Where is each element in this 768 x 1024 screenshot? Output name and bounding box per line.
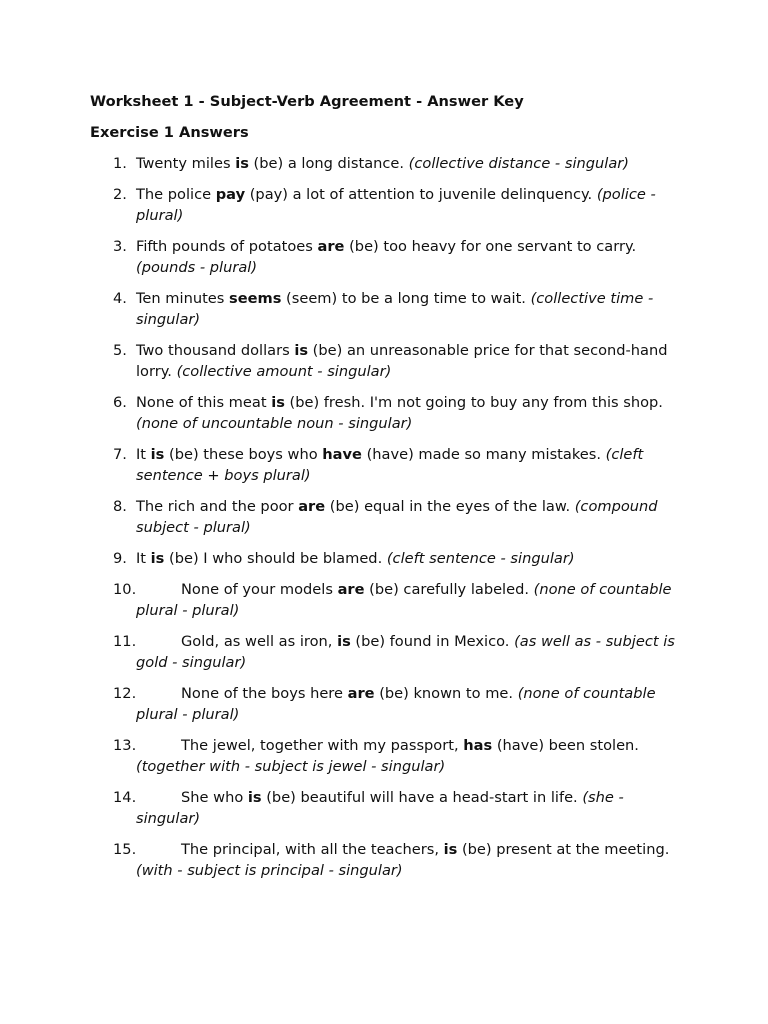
sentence-text: (be) known to me.: [374, 685, 518, 702]
explanation-note: (none of uncountable noun - singular): [136, 415, 413, 432]
sentence-text: (be) I who should be blamed.: [164, 550, 387, 567]
explanation-note: (police - plural): [136, 186, 656, 224]
answer-verb: are: [317, 238, 345, 255]
answer-item: [90, 236, 676, 278]
sentence-text: None of your models: [181, 581, 338, 598]
item-number: 15.: [113, 841, 137, 858]
page-title: Worksheet 1 - Subject-Verb Agreement - Answer Key: [90, 93, 524, 110]
sentence-text: (be) beautiful will have a head-start in life.: [261, 789, 583, 806]
answer-item: [90, 496, 676, 538]
answer-item: [90, 184, 676, 226]
answer-verb: seems: [229, 290, 282, 307]
sentence-text: (be) these boys who: [164, 446, 323, 463]
answer-item: [90, 153, 676, 174]
answer-item: [90, 787, 676, 829]
item-number: 11.: [113, 633, 137, 650]
answer-item: [90, 548, 676, 569]
answer-verb: is: [247, 789, 262, 806]
explanation-note: (none of countable plural - plural): [136, 685, 656, 723]
sentence-text: The police: [136, 186, 216, 203]
sentence-text: None of the boys here: [181, 685, 348, 702]
answer-item: [90, 839, 676, 881]
answer-verb: is: [150, 550, 165, 567]
sentence-text: Twenty miles: [136, 155, 236, 172]
explanation-note: (with - subject is principal - singular): [136, 862, 403, 879]
explanation-note: (collective distance - singular): [408, 155, 629, 172]
explanation-note: (compound subject - plural): [136, 498, 658, 536]
item-number: 3.: [113, 238, 127, 255]
item-number: 13.: [113, 737, 137, 754]
item-number: 14.: [113, 789, 137, 806]
item-number: 10.: [113, 581, 137, 598]
sentence-text: She who: [181, 789, 248, 806]
explanation-note: (as well as - subject is gold - singular): [136, 633, 675, 671]
sentence-text: (be) carefully labeled.: [364, 581, 534, 598]
sentence-text: The principal, with all the teachers,: [181, 841, 444, 858]
sentence-text: It: [136, 550, 151, 567]
sentence-text: (be) found in Mexico.: [350, 633, 515, 650]
explanation-note: (cleft sentence + boys plural): [136, 446, 644, 484]
item-number: 5.: [113, 342, 127, 359]
answer-verb: is: [337, 633, 351, 650]
explanation-note: (pounds - plural): [136, 259, 258, 276]
explanation-note: (she - singular): [136, 789, 624, 827]
answer-verb: is: [150, 446, 165, 463]
sentence-text: Ten minutes: [136, 290, 230, 307]
item-number: 2.: [113, 186, 127, 203]
answer-verb: is: [235, 155, 249, 172]
sentence-text: It: [136, 446, 151, 463]
sentence-text: (pay) a lot of attention to juvenile delinquency.: [245, 186, 597, 203]
answer-item: [90, 444, 676, 486]
answer-verb: are: [347, 685, 375, 702]
sentence-text: Fifth pounds of potatoes: [136, 238, 318, 255]
answer-verb: are: [337, 581, 365, 598]
explanation-note: (collective amount - singular): [176, 363, 392, 380]
document-page: [90, 91, 690, 891]
sentence-text: (have) made so many mistakes.: [361, 446, 606, 463]
answer-verb: have: [322, 446, 362, 463]
explanation-note: (together with - subject is jewel - singular): [136, 758, 446, 775]
explanation-note: (collective time - singular): [136, 290, 654, 328]
answer-verb: has: [463, 737, 493, 754]
answer-item: [90, 631, 676, 673]
explanation-note: (none of countable plural - plural): [136, 581, 672, 619]
item-number: 12.: [113, 685, 137, 702]
sentence-text: None of this meat: [136, 394, 272, 411]
sentence-text: (be) an unreasonable price for that second-hand lorry.: [136, 342, 668, 380]
answer-item: [90, 392, 676, 434]
section-heading: Exercise 1 Answers: [90, 124, 249, 141]
answer-item: [90, 683, 676, 725]
sentence-text: (have) been stolen.: [492, 737, 639, 754]
sentence-text: (be) a long distance.: [248, 155, 409, 172]
answer-verb: pay: [215, 186, 246, 203]
item-number: 4.: [113, 290, 127, 307]
answer-item: [90, 340, 676, 382]
sentence-text: The jewel, together with my passport,: [181, 737, 464, 754]
answer-item: [90, 735, 676, 777]
sentence-text: Two thousand dollars: [136, 342, 295, 359]
sentence-text: (be) too heavy for one servant to carry.: [344, 238, 637, 255]
item-number: 6.: [113, 394, 127, 411]
explanation-note: (cleft sentence - singular): [386, 550, 575, 567]
sentence-text: Gold, as well as iron,: [181, 633, 338, 650]
item-number: 7.: [113, 446, 127, 463]
answer-item: [90, 579, 676, 621]
sentence-text: (be) present at the meeting.: [457, 841, 670, 858]
sentence-text: (seem) to be a long time to wait.: [281, 290, 531, 307]
item-number: 1.: [113, 155, 127, 172]
sentence-text: (be) equal in the eyes of the law.: [325, 498, 575, 515]
item-number: 8.: [113, 498, 127, 515]
answer-verb: is: [294, 342, 309, 359]
answer-verb: is: [271, 394, 285, 411]
sentence-text: The rich and the poor: [136, 498, 299, 515]
answer-list: [90, 153, 690, 881]
answer-item: [90, 288, 676, 330]
answer-verb: are: [298, 498, 326, 515]
sentence-text: (be) fresh. I'm not going to buy any from this shop.: [284, 394, 663, 411]
answer-verb: is: [443, 841, 458, 858]
item-number: 9.: [113, 550, 127, 567]
